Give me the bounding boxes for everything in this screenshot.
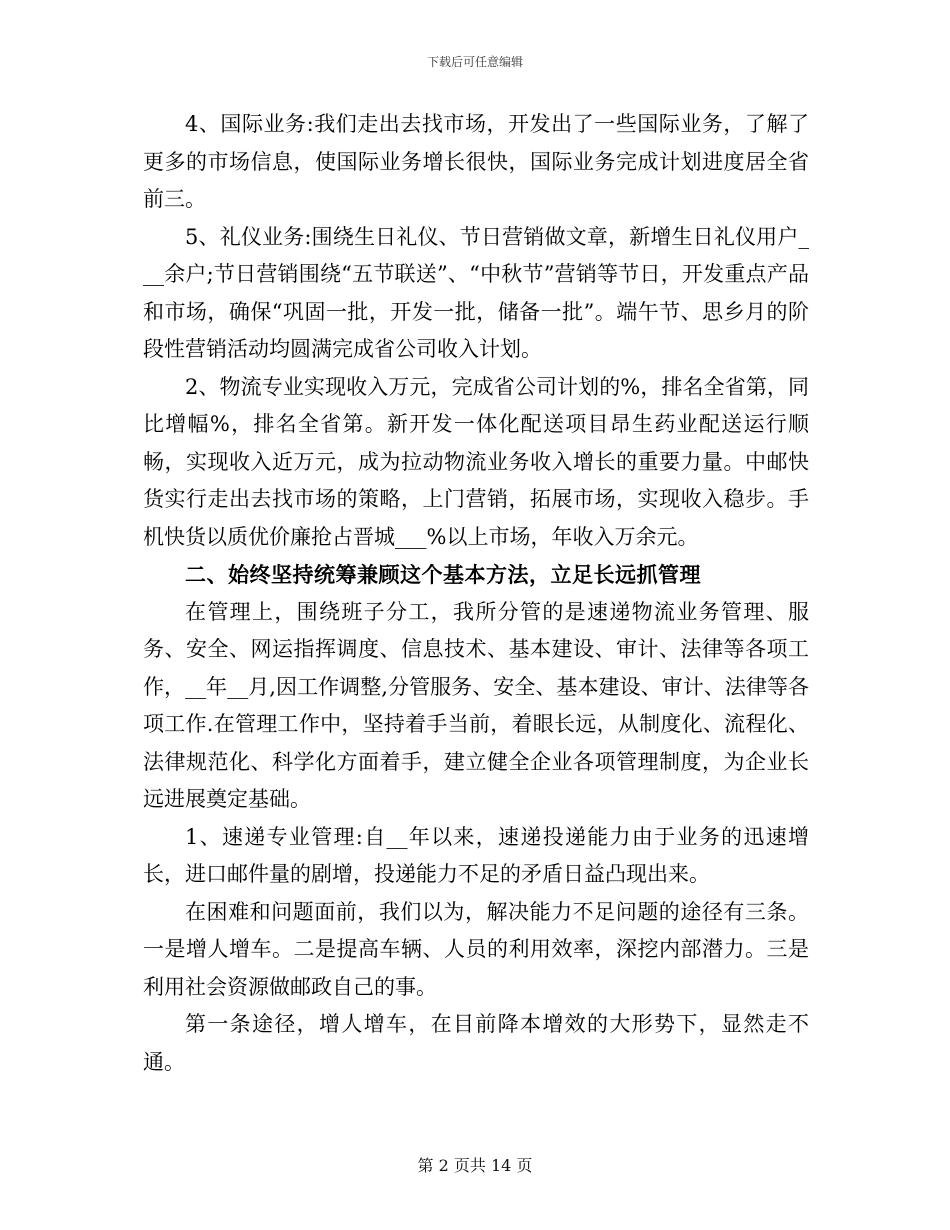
- paragraph-logistics: 2、物流专业实现收入万元，完成省公司计划的%，排名全省第，同比增幅%，排名全省第。新开发一体化配送项目昂生药业配送运行顺畅，实现收入近万元，成为拉动物流业务收入增长的重要力量。中邮快货实行走出去找市场的策略，上门营销，拓展市场，实现收入稳步。手机快货以质优价廉抢占晋城___%以上市场，年收入万余元。: [143, 374, 809, 549]
- paragraph-etiquette-business: 5、礼仪业务:围绕生日礼仪、节日营销做文章，新增生日礼仪用户___余户;节日营销围绕“五节联送”、“中秋节”营销等节日，开发重点产品和市场，确保“巩固一批，开发一批，储备一批”。端午节、思乡月的阶段性营销活动均圆满完成省公司收入计划。: [143, 224, 809, 361]
- paragraph-first-approach: 第一条途径，增人增车，在目前降本增效的大形势下，显然走不通。: [143, 1012, 809, 1074]
- paragraph-management-overview: 在管理上，围绕班子分工，我所分管的是速递物流业务管理、服务、安全、网运指挥调度、信息技术、基本建设、审计、法律等各项工作，__年__月,因工作调整,分管服务、安全、基本建设、审计、法律等各项工作.在管理工作中，坚持着手当前，着眼长远，从制度化、流程化、法律规范化、科学化方面着手，建立健全企业各项管理制度，为企业长远进展奠定基础。: [143, 599, 809, 811]
- document-body: [143, 106, 809, 1081]
- paragraph-express-management: 1、速递专业管理:自__年以来，速递投递能力由于业务的迅速增长，进口邮件量的剧增，投递能力不足的矛盾日益凸现出来。: [143, 824, 809, 886]
- section-heading-management: 二、始终坚持统筹兼顾这个基本方法，立足长远抓管理: [185, 562, 701, 587]
- paragraph-three-approaches: 在困难和问题面前，我们以为，解决能力不足问题的途径有三条。一是增人增车。二是提高车辆、人员的利用效率，深挖内部潜力。三是利用社会资源做邮政自己的事。: [143, 899, 809, 999]
- page-footer: 第 2 页共 14 页: [417, 1156, 533, 1175]
- paragraph-international-business: 4、国际业务:我们走出去找市场，开发出了一些国际业务，了解了更多的市场信息，使国际业务增长很快，国际业务完成计划进度居全省前三。: [143, 112, 809, 211]
- page-header: 下载后可任意编辑: [426, 55, 523, 69]
